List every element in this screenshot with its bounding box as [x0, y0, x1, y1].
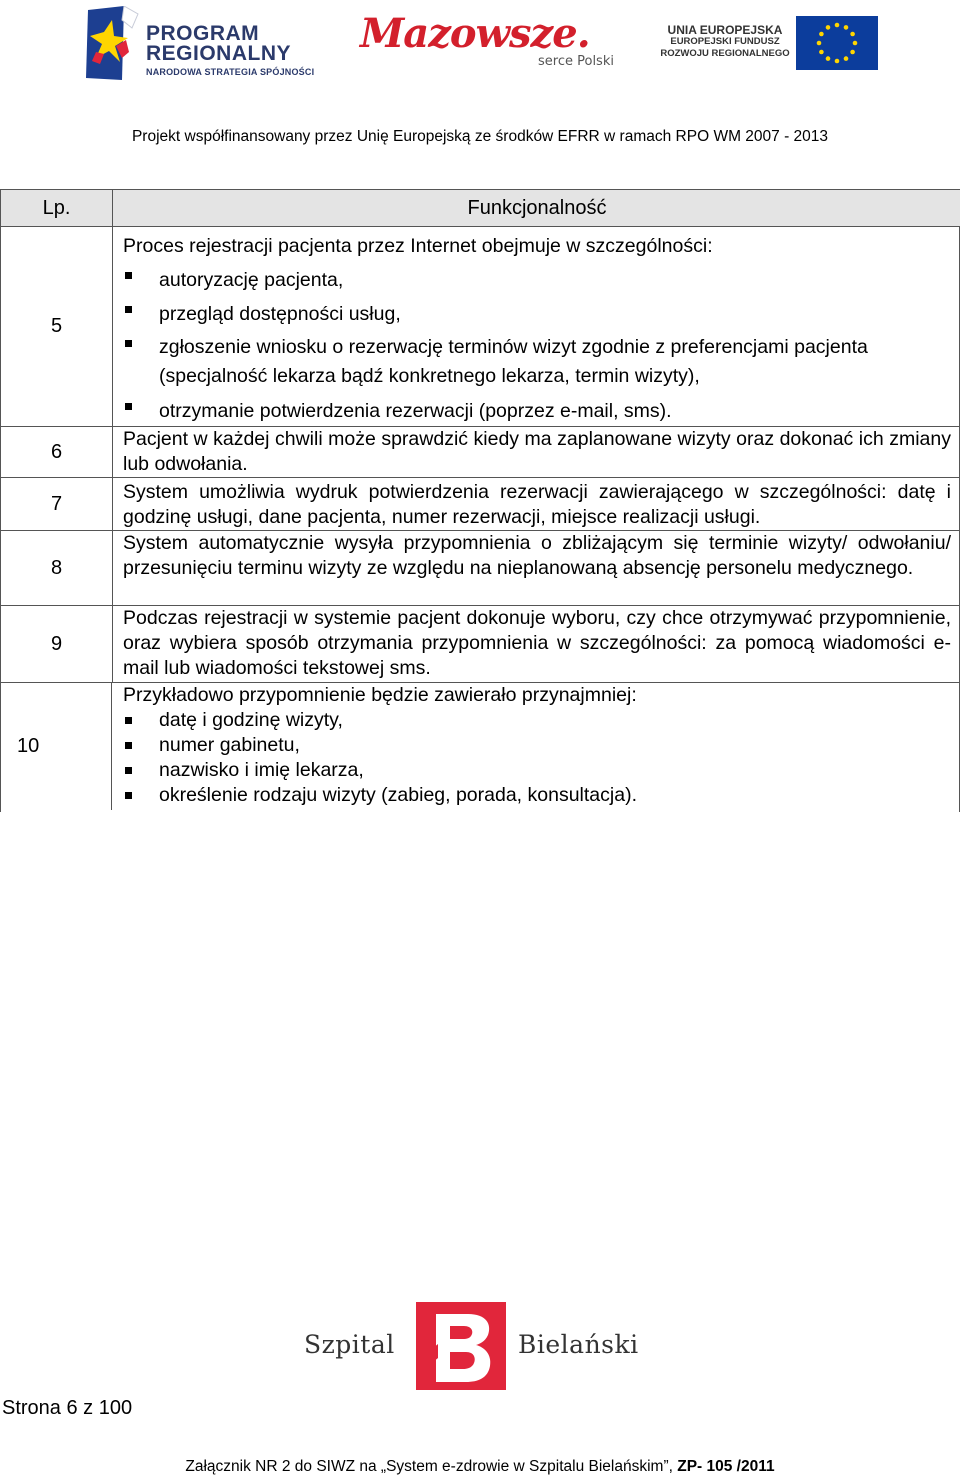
hospital-logo-right-word: Bielański: [518, 1330, 639, 1359]
row-number: 6: [1, 427, 113, 477]
row-number: 8: [1, 531, 113, 605]
list-item: przegląd dostępności usług,: [123, 297, 951, 331]
program-regionalny-emblem: [82, 6, 142, 82]
mazowsze-logo: [360, 10, 620, 74]
eu-logo-line2: EUROPEJSKI FUNDUSZ: [670, 36, 780, 47]
table-row: [1, 606, 960, 683]
row-text: Pacjent w każdej chwili może sprawdzić kiedy ma zaplanowane wizyty oraz dokonać ich zmiany lub odwołania.: [123, 428, 951, 475]
program-regionalny-logo: [82, 6, 332, 82]
row-text: System automatycznie wysyła przypomnienia o zbliżającym się terminie wizyty/ odwołaniu/ przesunięciu terminu wizyty ze względu na nieplanowaną absencję personelu medycznego.: [123, 532, 951, 579]
table-row: [1, 478, 960, 531]
col-header-lp: Lp.: [1, 190, 113, 226]
program-logo-line2: REGIONALNY: [146, 42, 292, 65]
list-item: datę i godzinę wizyty,: [123, 708, 951, 733]
mazowsze-tagline: serce Polski: [538, 54, 614, 69]
footer-note-case-number: ZP- 105 /2011: [677, 1458, 775, 1475]
szpital-bielanski-logo: [300, 1300, 660, 1392]
row-content: [114, 683, 960, 810]
row-text: Podczas rejestracji w systemie pacjent dokonuje wyboru, czy chce otrzymywać przypomnienie, oraz wybiera sposób otrzymania przypomnienia w szczególności: za pomocą wiadomości e-mail lub wiadomości tekstowej sms.: [123, 607, 951, 679]
bullet-list: [123, 708, 951, 808]
program-logo-line1: PROGRAM: [146, 22, 260, 45]
page-number: Strona 6 z 100: [2, 1397, 133, 1419]
footer-note: [0, 1458, 960, 1476]
program-logo-line3: NARODOWA STRATEGIA SPÓJNOŚCI: [146, 67, 315, 77]
list-item: zgłoszenie wniosku o rezerwację terminów wizyt zgodnie z preferencjami pacjenta (specjalność lekarza bądź konkretnego lekarza, termin wizyty),: [123, 331, 951, 394]
list-item: numer gabinetu,: [123, 733, 951, 758]
eu-logo: [656, 16, 878, 70]
list-item: określenie rodzaju wizyty (zabieg, porada, konsultacja).: [123, 783, 951, 808]
row-content: [114, 227, 960, 426]
row-number: 10: [1, 683, 112, 810]
list-item: autoryzację pacjenta,: [123, 263, 951, 297]
row-number: 5: [1, 227, 113, 426]
table-row: [1, 227, 960, 427]
eu-logo-line3: ROZWOJU REGIONALNEGO: [660, 48, 790, 59]
row-number: 9: [1, 606, 113, 682]
table-row: [1, 427, 960, 478]
table-row: [1, 683, 960, 810]
hospital-logo-left-word: Szpital: [304, 1330, 395, 1359]
row-text: System umożliwia wydruk potwierdzenia rezerwacji zawierającego w szczególności: datę i godzinę usługi, dane pacjenta, numer rezerwacji, miejsce realizacji usługi.: [123, 481, 951, 528]
list-item: otrzymanie potwierdzenia rezerwacji (poprzez e-mail, sms).: [123, 394, 951, 428]
row-intro: Przykładowo przypomnienie będzie zawierało przynajmniej:: [123, 684, 637, 706]
footer-note-text: Załącznik NR 2 do SIWZ na „System e-zdrowie w Szpitalu Bielańskim”,: [185, 1458, 678, 1475]
hospital-b-emblem-icon: [416, 1302, 506, 1390]
eu-flag-icon: [796, 16, 878, 70]
functionality-table: [0, 189, 960, 812]
col-header-functionality: Funkcjonalność: [467, 197, 607, 219]
table-row: [1, 531, 960, 606]
list-item: nazwisko i imię lekarza,: [123, 758, 951, 783]
mazowsze-wordmark: Mazowsze.: [360, 10, 590, 57]
bullet-list: [123, 263, 951, 428]
row-number: 7: [1, 478, 113, 530]
table-header-row: [1, 190, 960, 227]
eu-logo-line1: UNIA EUROPEJSKA: [667, 23, 783, 37]
project-cofinancing-line: Projekt współfinansowany przez Unię Europejską ze środków EFRR w ramach RPO WM 2007 - 2013: [131, 128, 829, 145]
row-intro: Proces rejestracji pacjenta przez Internet obejmuje w szczególności:: [123, 235, 713, 257]
